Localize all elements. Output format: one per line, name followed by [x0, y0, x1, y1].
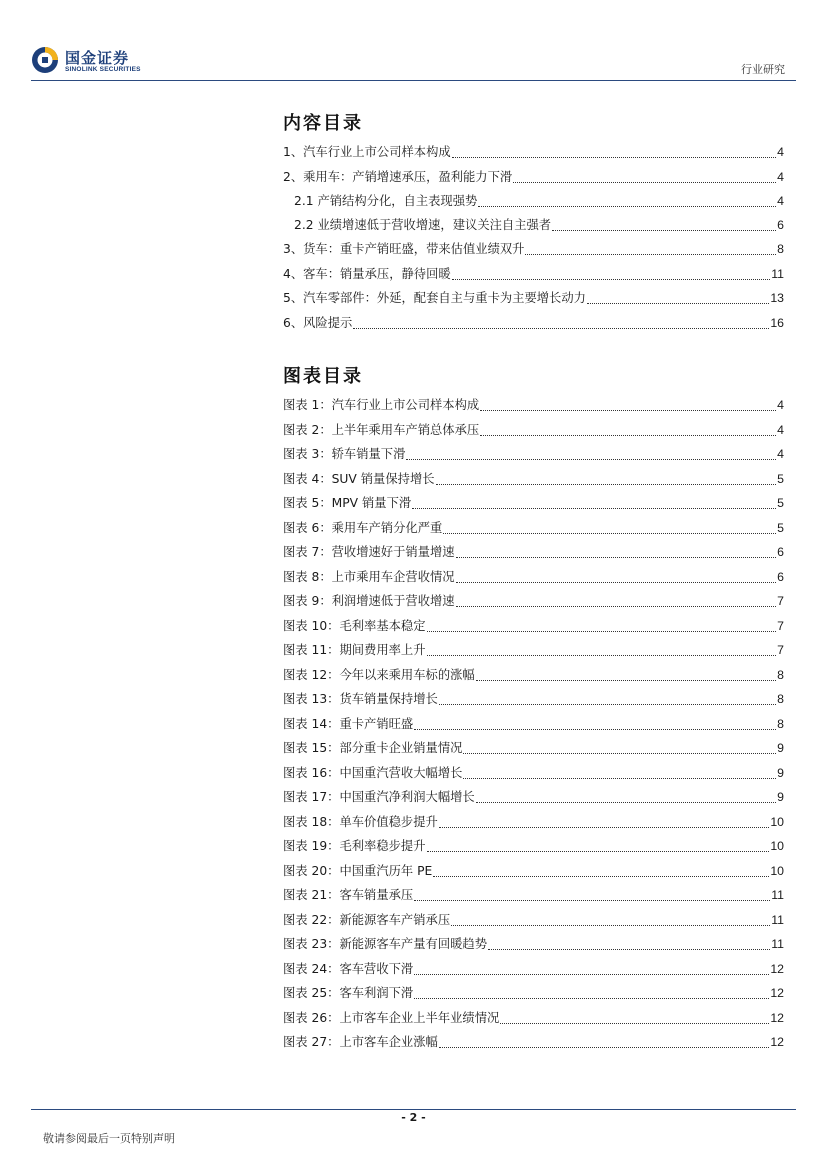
brand-logo-icon [31, 46, 59, 74]
figure-leader-dots [436, 473, 777, 485]
figure-item-label: 图表 24：客车营收下滑 [283, 961, 414, 976]
figure-item-label: 图表 1：汽车行业上市公司样本构成 [283, 398, 480, 412]
figure-item-page: 12 [770, 1010, 784, 1025]
figure-leader-dots [439, 816, 769, 828]
figure-item-page: 10 [770, 814, 784, 829]
figure-item-page: 12 [770, 986, 784, 1000]
figure-item[interactable] [283, 1033, 784, 1051]
figure-item[interactable] [283, 445, 784, 463]
toc-leader-dots [587, 292, 769, 304]
figure-item-page: 6 [777, 569, 784, 584]
toc-subitem[interactable] [294, 216, 784, 234]
toc-item-page: 4 [777, 145, 784, 159]
figure-item[interactable] [283, 690, 784, 708]
figure-item-label: 图表 27：上市客车企业涨幅 [283, 1035, 438, 1049]
figure-item-page: 11 [771, 912, 784, 927]
brand-name-en: SINOLINK SECURITIES [65, 66, 141, 73]
toc-item-label: 2.2 业绩增速低于营收增速，建议关注自主强者 [294, 218, 552, 232]
figure-item[interactable] [283, 788, 784, 806]
figure-item-page: 7 [777, 594, 784, 608]
figure-item[interactable] [283, 715, 784, 733]
brand-name-cn: 国金证券 [65, 49, 130, 67]
toc-leader-dots [452, 146, 776, 158]
figure-leader-dots [414, 889, 770, 901]
toc-leader-dots [552, 219, 776, 231]
contents-title: 内容目录 [283, 113, 363, 134]
figure-item-label: 图表 16：中国重汽营收大幅增长 [283, 765, 463, 780]
figure-leader-dots [500, 1012, 769, 1024]
toc-subitem[interactable] [294, 192, 784, 210]
figure-item-label: 图表 3：轿车销量下滑 [283, 447, 406, 461]
toc-item[interactable] [283, 168, 784, 186]
figure-item-label: 图表 19：毛利率稳步提升 [283, 839, 426, 853]
figure-item[interactable] [283, 519, 784, 537]
page-number: - 2 - [401, 1111, 426, 1124]
figure-item-label: 图表 21：客车销量承压 [283, 888, 414, 902]
figure-item-page: 6 [777, 545, 784, 559]
figure-leader-dots [456, 595, 777, 607]
figure-item-page: 4 [777, 447, 784, 461]
figure-item[interactable] [283, 813, 784, 831]
figure-item-label: 图表 11：期间费用率上升 [283, 643, 426, 657]
figure-item[interactable] [283, 568, 784, 586]
figure-item-label: 图表 8：上市乘用车企营收情况 [283, 569, 455, 584]
toc-item-label: 5、汽车零部件：外延，配套自主与重卡为主要增长动力 [283, 291, 586, 305]
figure-item-page: 12 [770, 1035, 784, 1049]
figure-item-page: 7 [777, 643, 784, 657]
disclaimer-text: 敬请参阅最后一页特别声明 [43, 1132, 175, 1145]
toc-item-label: 2.1 产销结构分化，自主表现强势 [294, 194, 478, 208]
header-divider [31, 80, 796, 81]
figure-item[interactable] [283, 764, 784, 782]
figure-leader-dots [412, 497, 776, 509]
figure-item-label: 图表 7：营收增速好于销量增速 [283, 545, 455, 559]
figure-item[interactable] [283, 911, 784, 929]
figure-leader-dots [427, 840, 770, 852]
toc-leader-dots [478, 195, 776, 207]
figure-item-page: 9 [777, 765, 784, 780]
figure-item-label: 图表 5：MPV 销量下滑 [283, 496, 412, 510]
figure-item-label: 图表 15：部分重卡企业销量情况 [283, 741, 463, 755]
figure-item[interactable] [283, 641, 784, 659]
toc-leader-dots [525, 243, 776, 255]
figure-leader-dots [463, 767, 776, 779]
figure-leader-dots [414, 718, 776, 730]
figure-item[interactable] [283, 862, 784, 880]
toc-item-page: 8 [777, 242, 784, 256]
figure-item-label: 图表 22：新能源客车产销承压 [283, 912, 451, 927]
figure-item-page: 8 [777, 667, 784, 682]
toc-item-page: 16 [770, 316, 784, 330]
toc-item-page: 6 [777, 218, 784, 232]
toc-item-page: 11 [771, 267, 784, 281]
figure-item-page: 8 [777, 692, 784, 706]
figure-item-page: 11 [771, 888, 784, 902]
figure-leader-dots [480, 424, 776, 436]
figure-item[interactable] [283, 494, 784, 512]
toc-item[interactable] [283, 314, 784, 332]
toc-item-label: 4、客车：销量承压，静待回暖 [283, 267, 451, 281]
figure-item[interactable] [283, 543, 784, 561]
figure-item-label: 图表 6：乘用车产销分化严重 [283, 520, 443, 535]
toc-item[interactable] [283, 143, 784, 161]
figure-leader-dots [433, 865, 769, 877]
figure-item-page: 5 [777, 471, 784, 486]
figure-leader-dots [480, 399, 776, 411]
figure-item-label: 图表 23：新能源客车产量有回暖趋势 [283, 937, 488, 951]
toc-item[interactable] [283, 265, 784, 283]
toc-item-page: 4 [777, 170, 784, 184]
figure-item-label: 图表 4：SUV 销量保持增长 [283, 471, 435, 486]
figure-item-label: 图表 25：客车利润下滑 [283, 986, 414, 1000]
figure-leader-dots [406, 448, 776, 460]
figure-leader-dots [427, 644, 777, 656]
figure-item-page: 11 [771, 937, 784, 951]
toc-item-page: 13 [770, 291, 784, 305]
report-type-label: 行业研究 [741, 63, 785, 76]
figure-item-page: 5 [777, 520, 784, 535]
figure-item-page: 10 [770, 863, 784, 878]
toc-item-page: 4 [777, 194, 784, 208]
figure-item[interactable] [283, 886, 784, 904]
figure-leader-dots [439, 693, 776, 705]
figure-item-label: 图表 2：上半年乘用车产销总体承压 [283, 422, 480, 437]
figure-item-label: 图表 13：货车销量保持增长 [283, 692, 438, 706]
toc-item[interactable] [283, 240, 784, 258]
figure-leader-dots [439, 1036, 769, 1048]
figure-item-page: 10 [770, 839, 784, 853]
figure-leader-dots [476, 669, 776, 681]
toc-item-label: 1、汽车行业上市公司样本构成 [283, 145, 451, 159]
toc-leader-dots [513, 171, 776, 183]
figure-item-page: 4 [777, 422, 784, 437]
figures-title: 图表目录 [283, 366, 363, 387]
figure-item-page: 7 [777, 618, 784, 633]
figure-leader-dots [443, 522, 776, 534]
page-header [0, 0, 827, 82]
figure-leader-dots [456, 546, 777, 558]
figure-item-label: 图表 20：中国重汽历年 PE [283, 863, 433, 878]
figure-item[interactable] [283, 935, 784, 953]
figure-item-label: 图表 17：中国重汽净利润大幅增长 [283, 790, 475, 804]
toc-item[interactable] [283, 289, 784, 307]
figure-item-label: 图表 26：上市客车企业上半年业绩情况 [283, 1010, 500, 1025]
figure-item-page: 8 [777, 716, 784, 731]
figure-item[interactable] [283, 837, 784, 855]
figure-item[interactable] [283, 470, 784, 488]
figure-item-label: 图表 10：毛利率基本稳定 [283, 618, 426, 633]
toc-leader-dots [353, 317, 769, 329]
figure-item-label: 图表 9：利润增速低于营收增速 [283, 594, 455, 608]
figure-item[interactable] [283, 960, 784, 978]
toc-leader-dots [452, 268, 771, 280]
figure-item[interactable] [283, 617, 784, 635]
figure-item-label: 图表 12：今年以来乘用车标的涨幅 [283, 667, 475, 682]
toc-item-label: 3、货车：重卡产销旺盛，带来估值业绩双升 [283, 242, 525, 256]
footer-divider [31, 1109, 796, 1110]
figure-leader-dots [451, 914, 770, 926]
figure-item-page: 5 [777, 496, 784, 510]
figure-leader-dots [414, 963, 769, 975]
figure-item[interactable] [283, 1009, 784, 1027]
figure-leader-dots [456, 571, 777, 583]
toc-item-label: 6、风险提示 [283, 316, 353, 330]
figure-item-page: 12 [770, 961, 784, 976]
figure-item-label: 图表 18：单车价值稳步提升 [283, 814, 438, 829]
figure-item[interactable] [283, 739, 784, 757]
figure-leader-dots [427, 620, 777, 632]
figure-item[interactable] [283, 396, 784, 414]
figure-item[interactable] [283, 984, 784, 1002]
figure-leader-dots [476, 791, 776, 803]
figure-item[interactable] [283, 666, 784, 684]
toc-item-label: 2、乘用车：产销增速承压，盈利能力下滑 [283, 170, 513, 184]
figure-leader-dots [488, 938, 770, 950]
figure-item[interactable] [283, 421, 784, 439]
figure-leader-dots [463, 742, 776, 754]
figure-item-page: 4 [777, 398, 784, 412]
figure-item-page: 9 [777, 741, 784, 755]
figure-item[interactable] [283, 592, 784, 610]
figure-item-label: 图表 14：重卡产销旺盛 [283, 716, 414, 731]
figure-item-page: 9 [777, 790, 784, 804]
figure-leader-dots [414, 987, 769, 999]
